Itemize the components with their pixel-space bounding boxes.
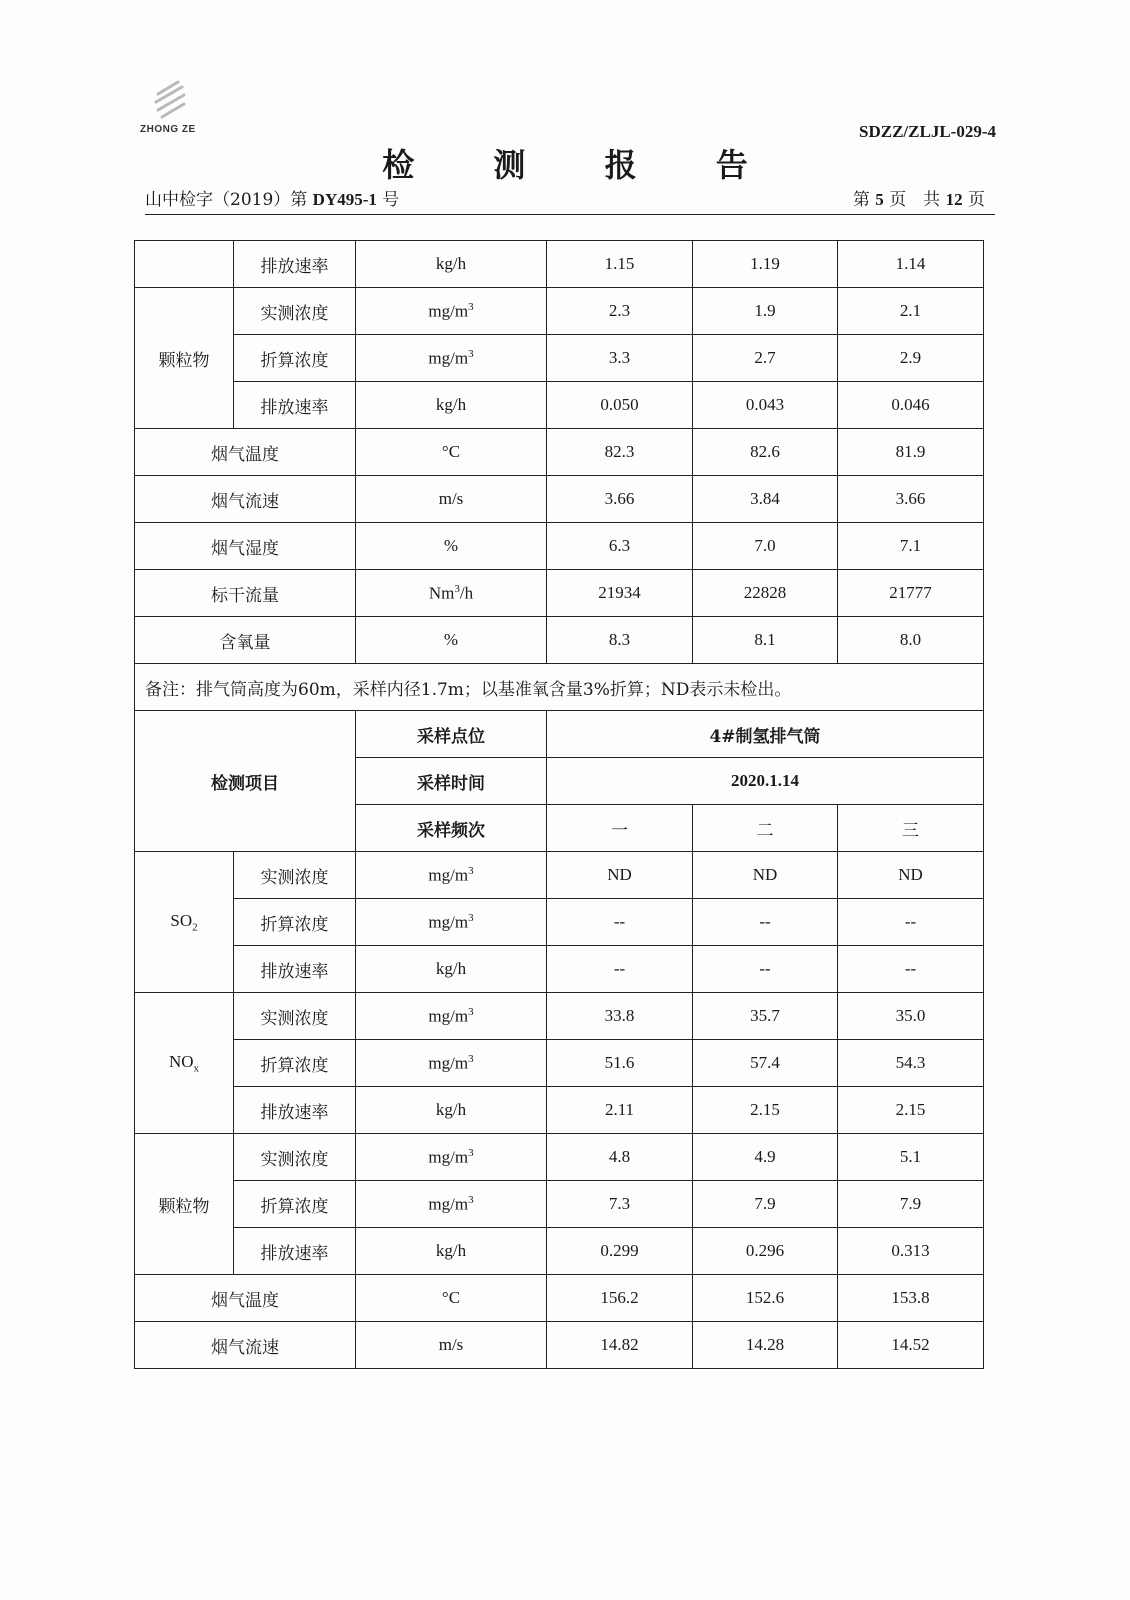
label-cell: 烟气温度 (135, 429, 356, 476)
table-row (135, 570, 984, 617)
logo-text: ZHONG ZE (140, 124, 196, 135)
value-cell: 33.8 (547, 993, 693, 1040)
unit-superscript: 3 (454, 582, 460, 595)
unit-cell: m/s (356, 476, 547, 523)
table-row (135, 852, 984, 899)
unit-superscript: 3 (468, 1193, 474, 1206)
table-row (135, 288, 984, 335)
value-cell: 0.299 (547, 1228, 693, 1275)
item-cell: 排放速率 (234, 241, 356, 288)
value-cell: 2.7 (693, 335, 838, 382)
unit-cell (356, 852, 547, 899)
value-cell: -- (547, 946, 693, 993)
item-cell: 排放速率 (234, 946, 356, 993)
table-row (135, 1040, 984, 1087)
unit-cell (356, 335, 547, 382)
page-title: 检 测 报 告 (382, 146, 782, 184)
table-row (135, 1322, 984, 1369)
item-cell: 实测浓度 (234, 993, 356, 1040)
unit-text: mg/m (428, 1194, 469, 1214)
table-row (135, 1228, 984, 1275)
unit-cell (356, 1134, 547, 1181)
value-cell: 3.66 (838, 476, 984, 523)
unit-cell: kg/h (356, 241, 547, 288)
unit-cell: °C (356, 1275, 547, 1322)
header-row (135, 711, 984, 758)
value-cell: 2.15 (838, 1087, 984, 1134)
page-label-pre: 第 (852, 190, 870, 210)
label-cell: 烟气流速 (135, 1322, 356, 1369)
table-row (135, 1087, 984, 1134)
table-row (135, 617, 984, 664)
item-header: 检测项目 (135, 711, 356, 852)
unit-text-suffix: /h (459, 583, 474, 603)
value-cell: 2.3 (547, 288, 693, 335)
report-number-prefix: 山中检字（2019）第 (145, 190, 308, 210)
page-label-mid: 页 共 (889, 190, 941, 210)
unit-cell: kg/h (356, 1087, 547, 1134)
page-label-post: 页 (968, 190, 985, 210)
group-name: NO (168, 1051, 194, 1071)
company-logo (140, 78, 210, 140)
group-subscript: 2 (192, 921, 198, 934)
value-cell: 2.9 (838, 335, 984, 382)
unit-cell: % (356, 617, 547, 664)
value-cell: 0.313 (838, 1228, 984, 1275)
unit-text: mg/m (428, 1006, 469, 1026)
value-cell: 82.3 (547, 429, 693, 476)
value-cell: 3.66 (547, 476, 693, 523)
value-cell: 153.8 (838, 1275, 984, 1322)
value-cell: 4.9 (693, 1134, 838, 1181)
value-cell: 1.19 (693, 241, 838, 288)
item-cell: 排放速率 (234, 1228, 356, 1275)
value-cell: 35.7 (693, 993, 838, 1040)
group-cell-particulate: 颗粒物 (135, 288, 234, 429)
table-row (135, 993, 984, 1040)
value-cell: 0.050 (547, 382, 693, 429)
sampling-time-value: 2020.1.14 (547, 758, 984, 805)
value-cell: 7.9 (693, 1181, 838, 1228)
value-cell: 0.046 (838, 382, 984, 429)
unit-superscript: 3 (468, 1146, 474, 1159)
report-number-suffix: 号 (382, 190, 400, 210)
label-cell: 烟气温度 (135, 1275, 356, 1322)
value-cell: 1.14 (838, 241, 984, 288)
unit-superscript: 3 (468, 347, 474, 360)
unit-text: Nm (428, 583, 455, 603)
table-row (135, 946, 984, 993)
value-cell: 1.15 (547, 241, 693, 288)
unit-text: mg/m (428, 301, 469, 321)
value-cell: 0.296 (693, 1228, 838, 1275)
unit-superscript: 3 (468, 1052, 474, 1065)
value-cell: 8.3 (547, 617, 693, 664)
value-cell: 0.043 (693, 382, 838, 429)
unit-text: mg/m (428, 912, 469, 932)
group-subscript: x (193, 1062, 200, 1075)
table-row (135, 1181, 984, 1228)
group-cell (135, 241, 234, 288)
value-cell: 21777 (838, 570, 984, 617)
table-row (135, 899, 984, 946)
note-row (135, 664, 984, 711)
value-cell: ND (693, 852, 838, 899)
table-row (135, 241, 984, 288)
table-row (135, 335, 984, 382)
value-cell: 51.6 (547, 1040, 693, 1087)
item-cell: 折算浓度 (234, 1040, 356, 1087)
value-cell: 14.52 (838, 1322, 984, 1369)
sampling-frequency-label: 采样频次 (356, 805, 547, 852)
value-cell: 54.3 (838, 1040, 984, 1087)
value-cell: 7.0 (693, 523, 838, 570)
table-row (135, 1275, 984, 1322)
value-cell: 81.9 (838, 429, 984, 476)
label-cell: 烟气湿度 (135, 523, 356, 570)
unit-superscript: 3 (468, 864, 474, 877)
item-cell: 折算浓度 (234, 899, 356, 946)
value-cell: 14.28 (693, 1322, 838, 1369)
value-cell: 4.8 (547, 1134, 693, 1181)
value-cell: 6.3 (547, 523, 693, 570)
group-cell-nox (135, 993, 234, 1134)
page-total: 12 (945, 190, 963, 209)
value-cell: ND (547, 852, 693, 899)
sampling-point-value: 4#制氢排气筒 (547, 711, 984, 758)
frequency-cell: 三 (838, 805, 984, 852)
label-cell: 烟气流速 (135, 476, 356, 523)
value-cell: 1.9 (693, 288, 838, 335)
unit-cell: % (356, 523, 547, 570)
unit-text: mg/m (428, 1053, 469, 1073)
frequency-cell: 一 (547, 805, 693, 852)
page-current: 5 (875, 190, 884, 209)
value-cell: 7.3 (547, 1181, 693, 1228)
table-row (135, 523, 984, 570)
document-code: SDZZ/ZLJL-029-4 (859, 122, 996, 141)
value-cell: 3.84 (693, 476, 838, 523)
value-cell: 7.9 (838, 1181, 984, 1228)
unit-text: mg/m (428, 1147, 469, 1167)
unit-cell: kg/h (356, 1228, 547, 1275)
value-cell: 22828 (693, 570, 838, 617)
report-number (145, 185, 399, 210)
group-cell-so2 (135, 852, 234, 993)
value-cell: -- (838, 899, 984, 946)
unit-text: mg/m (428, 865, 469, 885)
value-cell: 2.1 (838, 288, 984, 335)
table-row (135, 476, 984, 523)
value-cell: 156.2 (547, 1275, 693, 1322)
item-cell: 排放速率 (234, 382, 356, 429)
value-cell: 5.1 (838, 1134, 984, 1181)
label-cell: 标干流量 (135, 570, 356, 617)
unit-superscript: 3 (468, 911, 474, 924)
value-cell: -- (693, 946, 838, 993)
unit-cell (356, 899, 547, 946)
value-cell: 21934 (547, 570, 693, 617)
sampling-point-label: 采样点位 (356, 711, 547, 758)
value-cell: -- (693, 899, 838, 946)
value-cell: 7.1 (838, 523, 984, 570)
value-cell: -- (547, 899, 693, 946)
logo-mark-icon (150, 78, 192, 122)
group-name: SO (170, 910, 193, 930)
item-cell: 实测浓度 (234, 288, 356, 335)
value-cell: 8.1 (693, 617, 838, 664)
label-cell: 含氧量 (135, 617, 356, 664)
item-cell: 折算浓度 (234, 335, 356, 382)
remarks-note: 备注：排气筒高度为60m，采样内径1.7m；以基准氧含量3%折算；ND表示未检出。 (135, 664, 984, 711)
unit-cell: m/s (356, 1322, 547, 1369)
unit-cell: kg/h (356, 946, 547, 993)
value-cell: 57.4 (693, 1040, 838, 1087)
sampling-time-label: 采样时间 (356, 758, 547, 805)
unit-cell (356, 570, 547, 617)
value-cell: 82.6 (693, 429, 838, 476)
value-cell: -- (838, 946, 984, 993)
unit-cell: °C (356, 429, 547, 476)
group-cell-particulate: 颗粒物 (135, 1134, 234, 1275)
table-row (135, 429, 984, 476)
value-cell: 3.3 (547, 335, 693, 382)
report-number-id: DY495-1 (312, 190, 377, 209)
report-info-line (145, 186, 995, 215)
unit-cell (356, 288, 547, 335)
page-number (853, 185, 985, 210)
value-cell: 35.0 (838, 993, 984, 1040)
value-cell: 152.6 (693, 1275, 838, 1322)
value-cell: 2.15 (693, 1087, 838, 1134)
item-cell: 实测浓度 (234, 852, 356, 899)
unit-superscript: 3 (468, 300, 474, 313)
unit-cell (356, 1181, 547, 1228)
value-cell: 2.11 (547, 1087, 693, 1134)
results-table (134, 240, 984, 1369)
unit-superscript: 3 (468, 1005, 474, 1018)
unit-cell (356, 993, 547, 1040)
item-cell: 排放速率 (234, 1087, 356, 1134)
unit-text: mg/m (428, 348, 469, 368)
item-cell: 实测浓度 (234, 1134, 356, 1181)
value-cell: 14.82 (547, 1322, 693, 1369)
value-cell: 8.0 (838, 617, 984, 664)
item-cell: 折算浓度 (234, 1181, 356, 1228)
table-row (135, 382, 984, 429)
unit-cell (356, 1040, 547, 1087)
unit-cell: kg/h (356, 382, 547, 429)
table-row (135, 1134, 984, 1181)
frequency-cell: 二 (693, 805, 838, 852)
value-cell: ND (838, 852, 984, 899)
